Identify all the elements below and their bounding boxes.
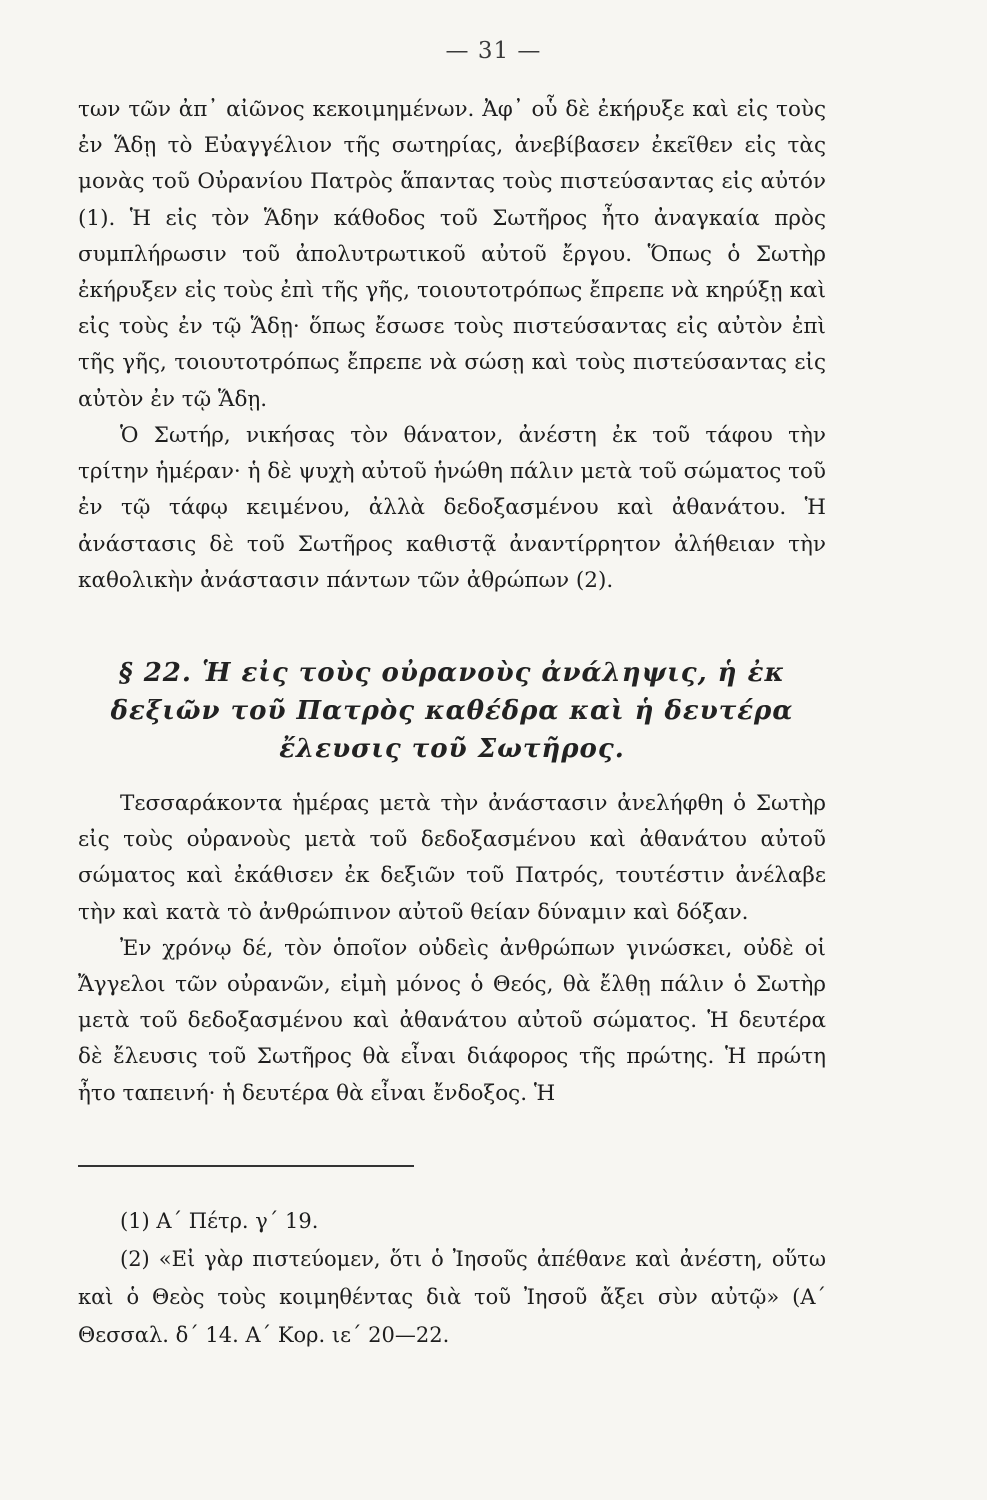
paragraph-text: Ἐν χρόνῳ δέ, τὸν ὁποῖον οὐδεὶς ἀνθρώπων γινώσκει, οὐδὲ οἱ Ἄγγελοι τῶν οὐρανῶν, εἰμὴ μόνος ὁ Θεός, θὰ ἔλθῃ πάλιν ὁ Σωτὴρ μετὰ τοῦ δεδοξασμένου καὶ ἀθανάτου αὐτοῦ σώματος. Ἡ δευτέρα δὲ ἔλευσις τοῦ Σωτῆρος θὰ εἶναι διάφορος τῆς πρώτης. Ἡ πρώτη ἦτο ταπεινή· ἡ δευτέρα θὰ εἶναι ἔνδοξος. Ἡ bbox=[78, 935, 826, 1106]
paragraph-text: Τεσσαράκοντα ἡμέρας μετὰ τὴν ἀνάστασιν ἀνελήφθη ὁ Σωτὴρ εἰς τοὺς οὐρανοὺς μετὰ τοῦ δεδοξασμένου καὶ ἀθανάτου αὐτοῦ σώματος καὶ ἐκάθισεν ἐκ δεξιῶν τοῦ Πατρός, τουτέστιν ἀνέλαβε τὴν καὶ κατὰ τὸ ἀνθρώπινον αὐτοῦ θείαν δύναμιν καὶ δόξαν. bbox=[78, 791, 826, 925]
paragraph-text: των τῶν ἀπ᾽ αἰῶνος κεκοιμημένων. Ἀφ᾽ οὗ δὲ ἐκήρυξε καὶ εἰς τοὺς ἐν Ἅδῃ τὸ Εὐαγγέλιον τῆς σωτηρίας, ἀνεβίβασεν ἐκεῖθεν εἰς τὰς μονὰς τοῦ Οὐρανίου Πατρὸς ἅπαντας τοὺς πιστεύσαντας εἰς αὐτόν (1). Ἡ εἰς τὸν Ἅδην κάθοδος τοῦ Σωτῆρος ἦτο ἀναγκαία πρὸς συμπλήρωσιν τοῦ ἀπολυτρωτικοῦ αὐτοῦ ἔργου. Ὅπως ὁ Σωτὴρ ἐκήρυξεν εἰς τοὺς ἐπὶ τῆς γῆς, τοιουτοτρόπως ἔπρεπε νὰ κηρύξῃ καὶ εἰς τοὺς ἐν τῷ Ἅδῃ· ὅπως ἔσωσε τοὺς πιστεύσαντας εἰς αὐτὸν ἐπὶ τῆς γῆς, τοιουτοτρόπως ἔπρεπε νὰ σώσῃ καὶ τοὺς πιστεύσαντας εἰς αὐτὸν ἐν τῷ Ἅδῃ. bbox=[78, 97, 826, 412]
footnote-2: (2) «Εἰ γὰρ πιστεύομεν, ὅτι ὁ Ἰησοῦς ἀπέθανε καὶ ἀνέστη, οὕτω καὶ ὁ Θεὸς τοὺς κοιμηθέντας διὰ τοῦ Ἰησοῦ ἄξει σὺν αὐτῷ» (Α΄ Θεσσαλ. δ΄ 14. Α΄ Κορ. ιε΄ 20—22. bbox=[78, 1247, 826, 1347]
paragraph-text: Ὁ Σωτήρ, νικήσας τὸν θάνατον, ἀνέστη ἐκ τοῦ τάφου τὴν τρίτην ἡμέραν· ἡ δὲ ψυχὴ αὐτοῦ ἡνώθη πάλιν μετὰ τοῦ σώματος τοῦ ἐν τῷ τάφῳ κειμένου, ἀλλὰ δεδοξασμένου καὶ ἀθανάτου. Ἡ ἀνάστασις δὲ τοῦ Σωτῆρος καθιστᾷ ἀναντίρρητον ἀλήθειαν τὴν καθολικὴν ἀνάστασιν πάντων τῶν ἀθρώπων (2). bbox=[78, 423, 826, 593]
footnote-1: (1) Α΄ Πέτρ. γ΄ 19. bbox=[120, 1209, 319, 1233]
paragraph-resurrection bbox=[78, 418, 826, 599]
section-heading: § 22. Ἡ εἰς τοὺς οὐρανοὺς ἀνάληψις, ἡ ἐκ δεξιῶν τοῦ Πατρὸς καθέδρα καὶ ἡ δευτέρα ἔλευσις τοῦ Σωτῆρος. bbox=[110, 658, 794, 764]
footnotes bbox=[78, 1202, 826, 1354]
paragraph-ascension bbox=[78, 786, 826, 1112]
footnote-divider bbox=[78, 1165, 414, 1167]
paragraph-descent-into-hades bbox=[78, 92, 826, 418]
page-number: — 31 — bbox=[445, 38, 542, 64]
